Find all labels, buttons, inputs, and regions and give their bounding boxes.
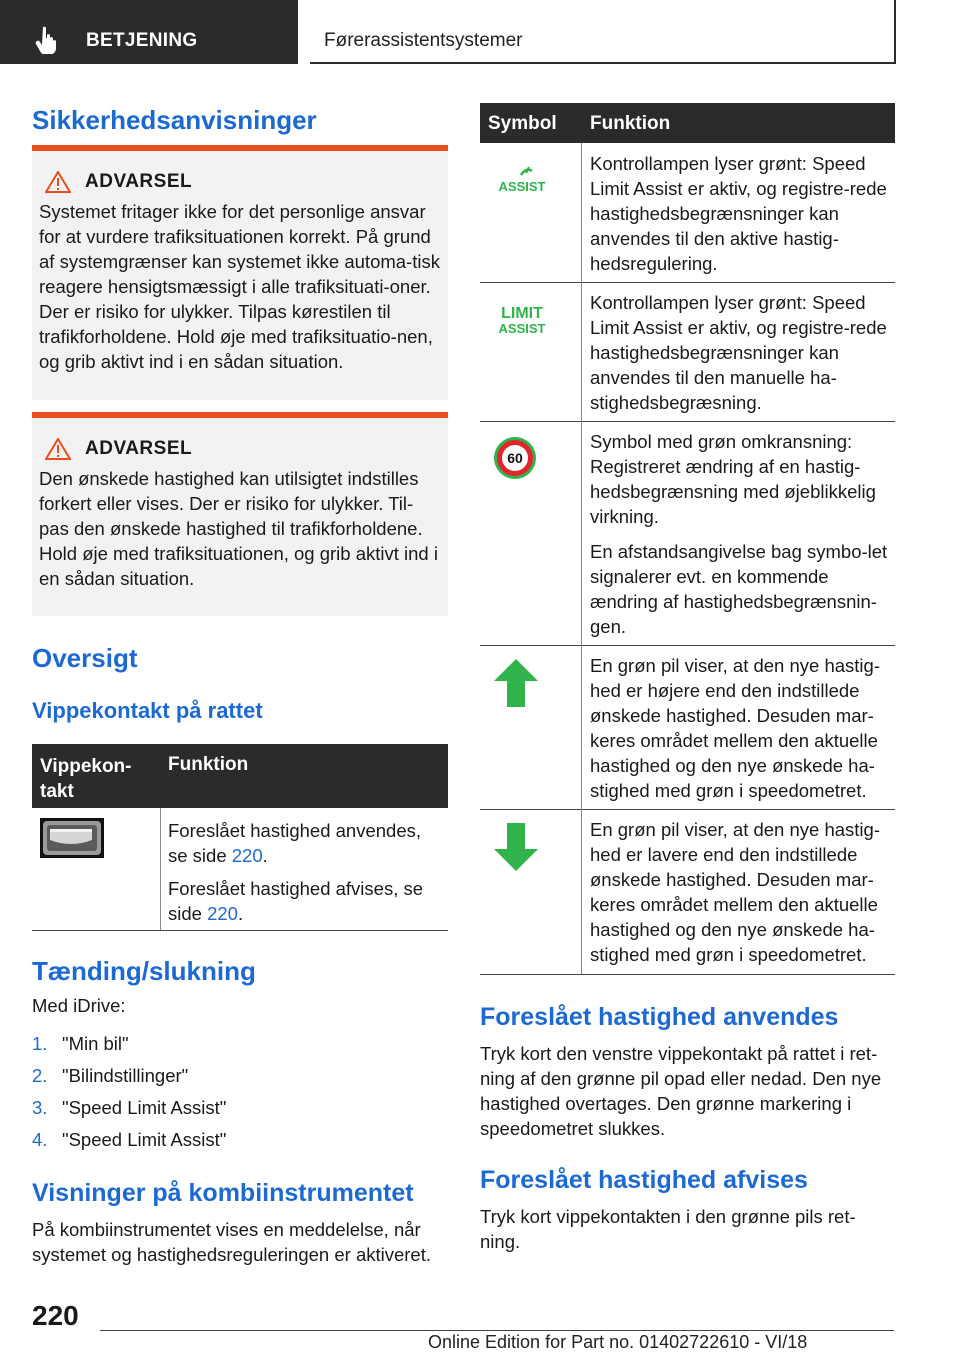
limit-icon-label: LIMIT [501, 305, 543, 322]
reject-text: Foreslået hastighed afvises, se side [168, 878, 424, 924]
assist-lamp-icon [492, 161, 552, 195]
symbol-description: En grøn pil viser, at den nye hastig-hed er lavere end den indstillede ønskede hastighed. Desuden mar-keres området mellem den aktuelle hastighed og den nye ønskede ha-stighed med grøn i speedometret. [590, 819, 880, 965]
rocker-switch-icon [40, 818, 104, 858]
footer-divider [100, 1330, 894, 1331]
list-item [32, 1065, 188, 1087]
warning-triangle-icon [45, 438, 71, 460]
apply-text-end: . [262, 845, 268, 866]
symbol-row [480, 645, 895, 810]
green-arrow-down-icon [494, 823, 538, 871]
symbol-description: Kontrollampen lyser grønt: Speed Limit Assist er aktiv, og registre-rede hastighedsbegrænsninger kan anvendes til den manuelle ha-stighedsbegræsning. [590, 292, 887, 413]
reject-text-end: . [237, 903, 244, 924]
symbol-description: Kontrollampen lyser grønt: Speed Limit Assist er aktiv, og registre-rede hastighedsbegrænsninger kan anvendes til den aktive hastig-hedsregulering. [590, 153, 887, 274]
overview-title: Oversigt [32, 643, 138, 673]
chapter-label: Førerassistentsystemer [324, 30, 523, 51]
onoff-intro: Med iDrive: [32, 995, 126, 1016]
symbol-row [480, 143, 895, 283]
symbol-row [480, 421, 895, 646]
apply-title: Foreslået hastighed anvendes [480, 1003, 839, 1031]
symbol-row [480, 809, 895, 975]
rocker-function-apply [168, 818, 444, 868]
assist-icon-label: ASSIST [498, 321, 546, 336]
step-text: "Speed Limit Assist" [62, 1129, 227, 1150]
apply-text: Tryk kort den venstre vippekontakt på rattet i ret-ning af den grønne pil opad eller nedad. Den nye hastighed overtages. Den grønne markering i speedometret slukkes. [480, 1043, 882, 1139]
display-title: Visninger på kombiinstrumentet [32, 1179, 414, 1207]
rocker-table-row [32, 808, 448, 931]
symbol-row [480, 282, 895, 422]
symbol-table-header [480, 103, 895, 143]
edition-text: Online Edition for Part no. 01402722610 - VI/18 [428, 1332, 808, 1352]
step-text: "Speed Limit Assist" [62, 1097, 227, 1118]
list-item [32, 1097, 226, 1119]
warning-text: Den ønskede hastighed kan utilsigtet indstilles forkert eller vises. Der er risiko for ulykker. Til-pas den ønskede hastighed til trafikforholdene. Hold øje med trafiksituationen, og grib aktivt ind i en sådan situation. [39, 468, 438, 589]
rocker-col-header: Vippekon-takt [40, 756, 132, 802]
step-number: 3. [32, 1097, 48, 1118]
page-number: 220 [32, 1300, 79, 1331]
step-number: 1. [32, 1033, 48, 1054]
function-col-header: Funktion [590, 113, 671, 134]
assist-icon-label: ASSIST [498, 179, 546, 194]
warning-triangle-icon [45, 171, 71, 193]
page-link[interactable]: 220 [207, 903, 238, 924]
chapter-header [310, 0, 896, 64]
speed-icon-label: 60 [507, 450, 523, 466]
rocker-table-header [32, 744, 448, 808]
rocker-function-reject [168, 876, 444, 926]
speed-60-sign-icon [493, 436, 537, 480]
section-label: BETJENING [86, 30, 198, 51]
symbol-description-extra: En afstandsangivelse bag symbo-let signalerer evt. en kommende ændring af hastighedsbegrænsnin-gen. [590, 541, 888, 637]
warning-label: ADVARSEL [85, 171, 193, 192]
display-text: På kombiinstrumentet vises en meddelelse, når systemet og hastighedsreguleringen er aktiveret. [32, 1219, 431, 1265]
function-col-header: Funktion [168, 754, 249, 775]
symbol-col-header: Symbol [488, 113, 557, 134]
step-text: "Min bil" [62, 1033, 129, 1054]
step-number: 2. [32, 1065, 48, 1086]
apply-text: Foreslået hastighed anvendes, se side [168, 820, 422, 866]
reject-text: Tryk kort vippekontakten i den grønne pils ret-ning. [480, 1206, 856, 1252]
warning-box [32, 145, 448, 400]
list-item [32, 1033, 129, 1055]
symbol-description: En grøn pil viser, at den nye hastig-hed er højere end den indstillede ønskede hastighed. Desuden mar-keres området mellem den aktuelle hastighed og den nye ønskede ha-stighed med grøn i speedometret. [590, 655, 880, 801]
symbol-description: Symbol med grøn omkransning: Registreret ændring af en hastig-hedsbegrænsning med øjeblikkelig virkning. [590, 431, 876, 527]
warning-text: Systemet fritager ikke for det personlige ansvar for at vurdere trafiksituationen korrekt. På grund af systemgrænser kan systemet ikke automa-tisk reagere hensigtsmæssigt i alle trafiksituati-oner. Der er risiko for ulykker. Tilpas kørestilen til trafikforholdene. Hold øje med trafiksituatio-nen, og grib aktivt ind i en sådan situation. [39, 201, 440, 372]
step-number: 4. [32, 1129, 48, 1150]
list-item [32, 1129, 226, 1151]
overview-subtitle: Vippekontakt på rattet [32, 698, 263, 723]
onoff-title: Tænding/slukning [32, 956, 256, 986]
green-arrow-up-icon [494, 659, 538, 707]
section-tab [0, 0, 298, 64]
reject-title: Foreslået hastighed afvises [480, 1166, 808, 1194]
warning-box [32, 412, 448, 616]
hand-icon [34, 24, 64, 54]
step-text: "Bilindstillinger" [62, 1065, 189, 1086]
safety-title: Sikkerhedsanvisninger [32, 105, 317, 135]
limit-assist-lamp-icon [492, 302, 552, 336]
warning-label: ADVARSEL [85, 438, 193, 459]
page-link[interactable]: 220 [231, 845, 263, 866]
